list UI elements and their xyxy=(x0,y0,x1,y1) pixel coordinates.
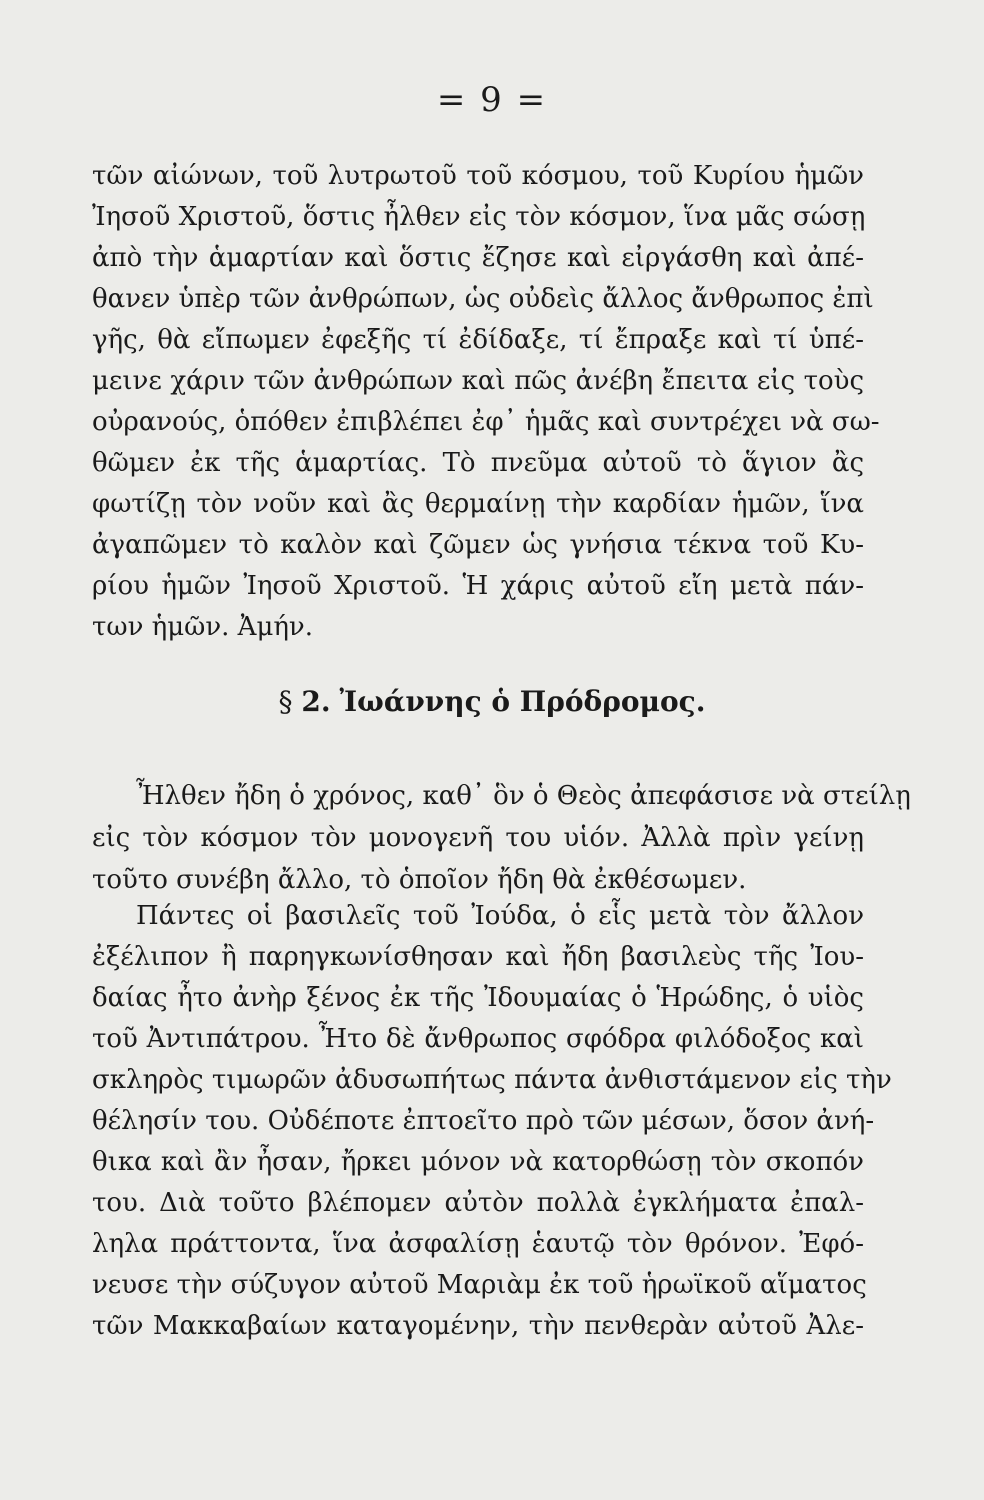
text-line: του. Διὰ τοῦτο βλέπομεν αὐτὸν πολλὰ ἐγκλήματα ἐπαλ- xyxy=(92,1188,864,1218)
text-line: εἰς τὸν κόσμον τὸν μονογενῆ του υἱόν. Ἀλλὰ πρὶν γείνῃ xyxy=(92,823,864,853)
page-number: = 9 = xyxy=(436,80,548,120)
text-line: νευσε τὴν σύζυγον αὐτοῦ Μαριὰμ ἐκ τοῦ ἡρωϊκοῦ αἵματος xyxy=(92,1270,867,1300)
text-line: Ἰησοῦ Χριστοῦ, ὅστις ἦλθεν εἰς τὸν κόσμον, ἵνα μᾶς σώσῃ xyxy=(92,202,866,232)
section-title: Ἰωάννης ὁ Πρόδρομος. xyxy=(339,685,706,718)
text-line: φωτίζῃ τὸν νοῦν καὶ ἂς θερμαίνῃ τὴν καρδίαν ἡμῶν, ἵνα xyxy=(92,489,864,519)
text-line: θανεν ὑπὲρ τῶν ἀνθρώπων, ὡς οὐδεὶς ἄλλος ἄνθρωπος ἐπὶ xyxy=(92,284,874,314)
section-symbol: § xyxy=(278,685,293,718)
text-line: των ἡμῶν. Ἀμήν. xyxy=(92,612,313,642)
section-heading xyxy=(0,680,984,724)
text-line: γῆς, θὰ εἴπωμεν ἐφεξῆς τί ἐδίδαξε, τί ἔπραξε καὶ τί ὑπέ- xyxy=(92,325,864,355)
text-line: ἀγαπῶμεν τὸ καλὸν καὶ ζῶμεν ὡς γνήσια τέκνα τοῦ Κυ- xyxy=(92,530,864,560)
text-line: τοῦ Ἀντιπάτρου. Ἦτο δὲ ἄνθρωπος σφόδρα φιλόδοξος καὶ xyxy=(92,1024,864,1054)
text-line: θικα καὶ ἂν ἦσαν, ἤρκει μόνον νὰ κατορθώσῃ τὸν σκοπόν xyxy=(92,1147,864,1177)
text-line: ἐξέλιπον ἢ παρηγκωνίσθησαν καὶ ἤδη βασιλεὺς τῆς Ἰου- xyxy=(92,942,864,972)
text-line: ληλα πράττοντα, ἵνα ἀσφαλίσῃ ἑαυτῷ τὸν θρόνον. Ἐφό- xyxy=(92,1229,864,1259)
section-number: 2. xyxy=(301,685,331,718)
text-line: Ἦλθεν ἤδη ὁ χρόνος, καθ᾿ ὃν ὁ Θεὸς ἀπεφάσισε νὰ στείλῃ xyxy=(136,781,911,811)
text-line: ρίου ἡμῶν Ἰησοῦ Χριστοῦ. Ἡ χάρις αὐτοῦ εἴη μετὰ πάν- xyxy=(92,571,864,601)
text-line: θῶμεν ἐκ τῆς ἁμαρτίας. Τὸ πνεῦμα αὐτοῦ τὸ ἅγιον ἂς xyxy=(92,448,864,478)
text-line: τῶν Μακκαβαίων καταγομένην, τὴν πενθερὰν αὐτοῦ Ἀλε- xyxy=(92,1311,864,1341)
text-line: μεινε χάριν τῶν ἀνθρώπων καὶ πῶς ἀνέβη ἔπειτα εἰς τοὺς xyxy=(92,366,864,396)
text-line: οὐρανούς, ὁπόθεν ἐπιβλέπει ἐφ᾿ ἡμᾶς καὶ συντρέχει νὰ σω- xyxy=(92,407,880,437)
text-line: Πάντες οἱ βασιλεῖς τοῦ Ἰούδα, ὁ εἷς μετὰ τὸν ἄλλον xyxy=(136,901,864,931)
text-line: τοῦτο συνέβη ἄλλο, τὸ ὁποῖον ἤδη θὰ ἐκθέσωμεν. xyxy=(92,865,747,895)
text-line: θέλησίν του. Οὐδέποτε ἐπτοεῖτο πρὸ τῶν μέσων, ὅσον ἀνή- xyxy=(92,1106,875,1136)
text-line: ἀπὸ τὴν ἁμαρτίαν καὶ ὅστις ἔζησε καὶ εἰργάσθη καὶ ἀπέ- xyxy=(92,243,864,273)
text-line: δαίας ἦτο ἀνὴρ ξένος ἐκ τῆς Ἰδουμαίας ὁ Ἡρώδης, ὁ υἱὸς xyxy=(92,983,864,1013)
text-line: τῶν αἰώνων, τοῦ λυτρωτοῦ τοῦ κόσμου, τοῦ Κυρίου ἡμῶν xyxy=(92,161,864,191)
text-line: σκληρὸς τιμωρῶν ἀδυσωπήτως πάντα ἀνθιστάμενον εἰς τὴν xyxy=(92,1065,892,1095)
